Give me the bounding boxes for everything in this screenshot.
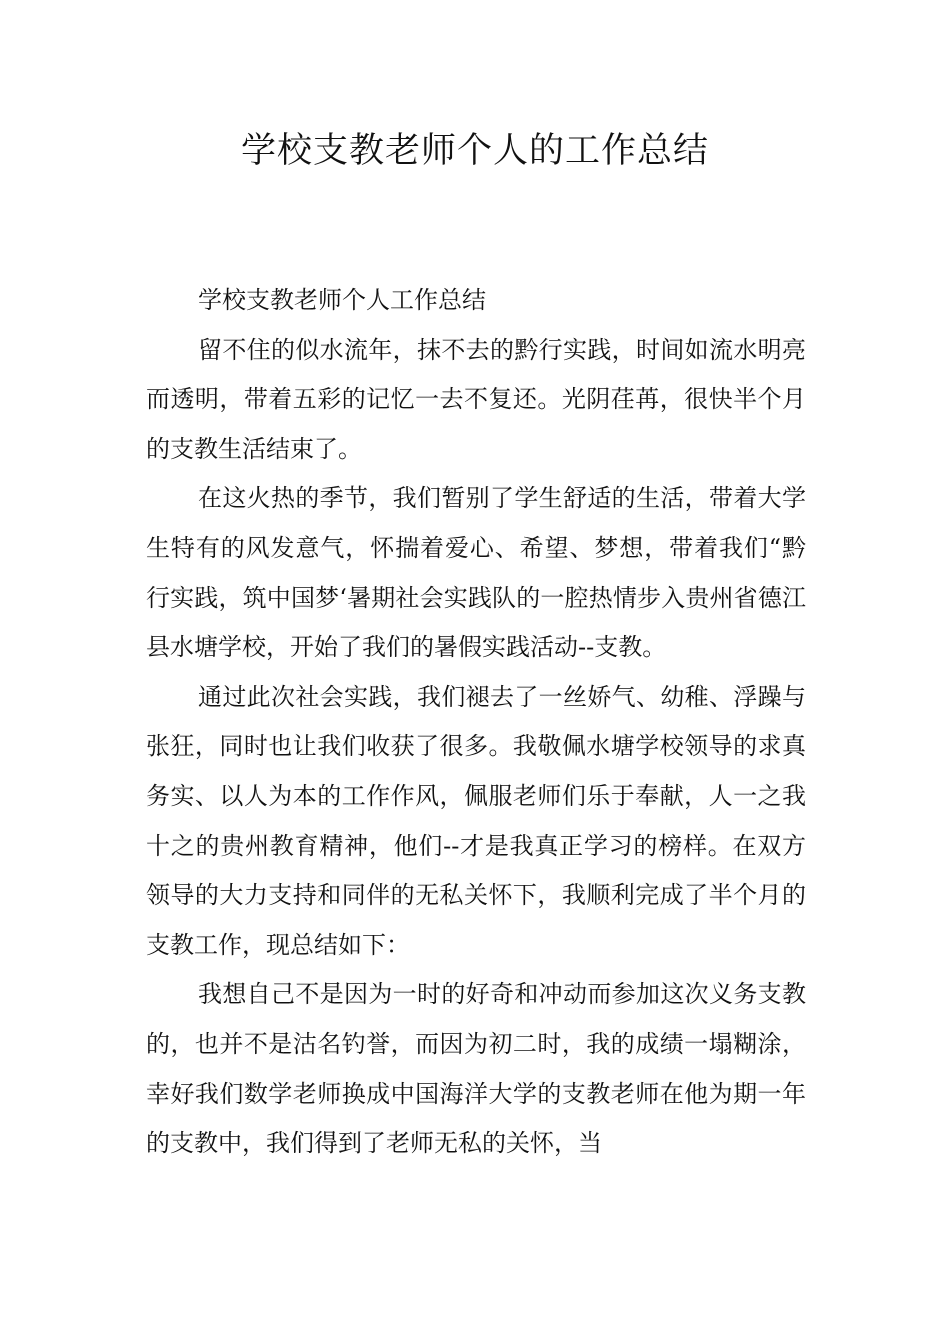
paragraph-intro: 留不住的似水流年，抹不去的黔行实践，时间如流水明亮而透明，带着五彩的记忆一去不复还。光阴荏苒，很快半个月的支教生活结束了。 — [146, 335, 806, 463]
subtitle-paragraph: 学校支教老师个人工作总结 — [198, 286, 486, 314]
paragraph-summer: 在这火热的季节，我们暂别了学生舒适的生活，带着大学生特有的风发意气，怀揣着爱心、希望、梦想，带着我们“黔行实践，筑中国梦‘暑期社会实践队的一腔热情步入贵州省德江县水塘学校，开始了我们的暑假实践活动--支教。 — [146, 484, 806, 662]
document-title: 学校支教老师个人的工作总结 — [240, 131, 709, 171]
paragraph-gains: 通过此次社会实践，我们褪去了一丝娇气、幼稚、浮躁与张狂，同时也让我们收获了很多。我敬佩水塘学校领导的求真务实、以人为本的工作作风，佩服老师们乐于奉献，人一之我十之的贵州教育精神，他们--才是我真正学习的榜样。在双方领导的大力支持和同伴的无私关怀下，我顺利完成了半个月的支教工作，现总结如下： — [146, 682, 806, 959]
document-body — [146, 276, 806, 1169]
paragraph-motivation: 我想自己不是因为一时的好奇和冲动而参加这次义务支教的，也并不是沽名钓誉，而因为初二时，我的成绩一塌糊涂，幸好我们数学老师换成中国海洋大学的支教老师在他为期一年的支教中，我们得到了老师无私的关怀，当 — [146, 980, 806, 1158]
